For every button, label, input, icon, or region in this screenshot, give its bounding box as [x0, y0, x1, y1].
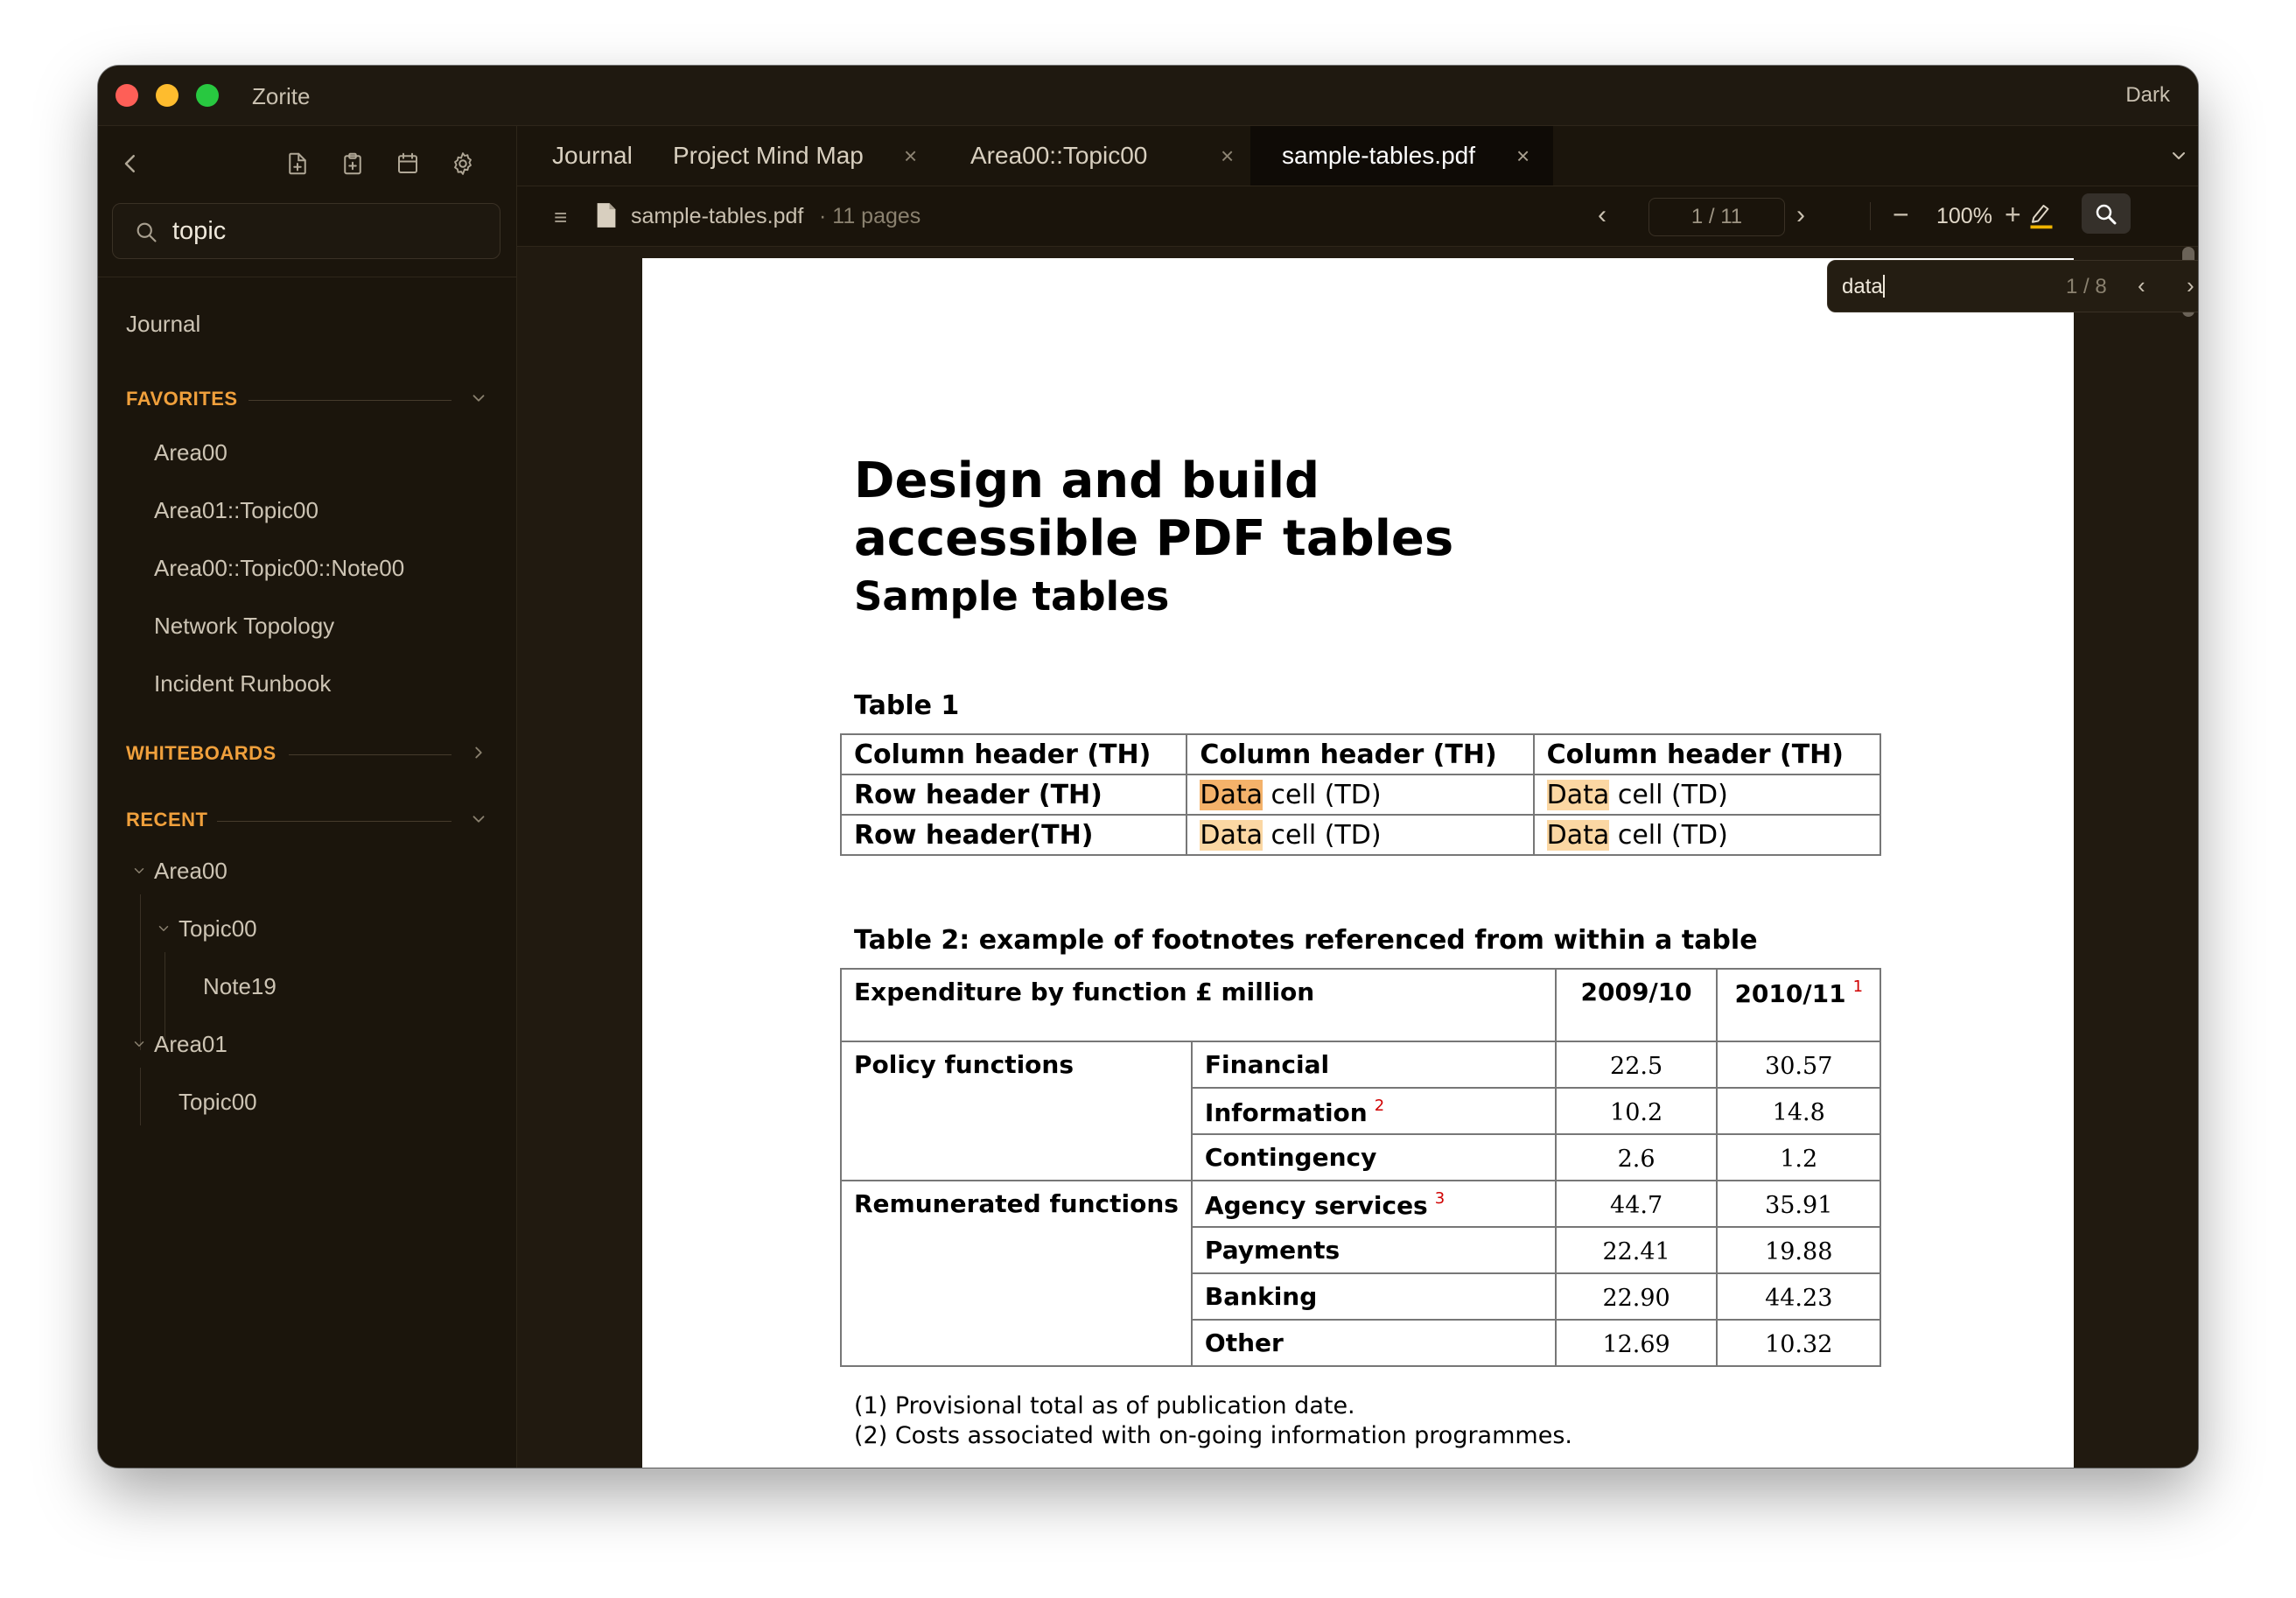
recent-tree-item[interactable]: Note19	[203, 973, 276, 999]
new-note-button[interactable]	[281, 147, 314, 180]
tree-guide	[140, 894, 141, 1050]
close-icon[interactable]: ×	[1516, 142, 1530, 169]
chevron-down-icon[interactable]	[469, 810, 488, 829]
search-hit: Data	[1546, 779, 1610, 810]
find-query: data	[1842, 275, 1883, 298]
tab-label: sample-tables.pdf	[1282, 142, 1476, 169]
cell-text: cell (TD)	[1617, 779, 1728, 810]
back-icon	[117, 151, 144, 177]
settings-icon	[450, 151, 476, 177]
table2-header-label: Expenditure by function £ million	[841, 969, 1556, 1041]
value-2010: 10.32	[1717, 1320, 1880, 1366]
group-label: Remunerated functions	[841, 1181, 1192, 1366]
group-label: Policy functions	[841, 1041, 1192, 1181]
recent-tree-item[interactable]: Topic00	[178, 1089, 257, 1115]
file-icon	[596, 202, 617, 228]
column-header	[1717, 969, 1880, 1041]
tab-area00-topic00[interactable]	[935, 126, 1250, 186]
table-row	[841, 774, 1880, 815]
row-label: Banking	[1192, 1273, 1556, 1320]
tab-label: Journal	[552, 142, 633, 169]
prev-page-icon[interactable]: ‹	[1598, 200, 1606, 229]
app-window	[98, 66, 2198, 1468]
row-label: Payments	[1192, 1227, 1556, 1273]
value-2010: 35.91	[1717, 1181, 1880, 1227]
data-cell	[1186, 815, 1533, 855]
next-page-icon[interactable]: ›	[1796, 200, 1805, 229]
search-hit-current: Data	[1200, 779, 1263, 810]
sidebar	[98, 126, 517, 1468]
zoom-out-icon[interactable]: −	[1893, 199, 1909, 230]
table-row	[841, 1181, 1880, 1227]
theme-toggle[interactable]: Dark	[2125, 83, 2170, 107]
data-cell	[1534, 774, 1880, 815]
pdf-page-count: · 11 pages	[819, 204, 921, 228]
toolbar-divider	[1870, 202, 1871, 230]
find-bar	[1827, 260, 2198, 312]
sidebar-item-journal[interactable]: Journal	[126, 311, 201, 337]
minimize-window-button[interactable]	[156, 84, 178, 107]
footnote: (1) Provisional total as of publication date.	[854, 1392, 1355, 1419]
search-toggle-button[interactable]	[2082, 193, 2131, 234]
close-icon[interactable]: ×	[1221, 142, 1235, 169]
table2-caption: Table 2: example of footnotes referenced from within a table	[854, 925, 1758, 956]
row-header: Row header(TH)	[841, 815, 1186, 855]
zoom-in-icon[interactable]: +	[2005, 199, 2021, 230]
calendar-button[interactable]	[391, 147, 424, 180]
row-label-text: Agency services	[1204, 1191, 1428, 1220]
value-2010: 30.57	[1717, 1041, 1880, 1088]
column-header: 2009/10	[1556, 969, 1718, 1041]
value-2009: 2.6	[1556, 1134, 1718, 1181]
sidebar-toolbar	[98, 126, 516, 201]
tab-sample-tables-pdf[interactable]	[1250, 126, 1553, 186]
value-2009: 10.2	[1556, 1088, 1718, 1134]
recent-tree-item[interactable]: Area00	[154, 858, 228, 884]
value-2010: 19.88	[1717, 1227, 1880, 1273]
value-2009: 22.5	[1556, 1041, 1718, 1088]
row-label	[1192, 1088, 1556, 1134]
tree-guide	[140, 1068, 141, 1125]
table1	[840, 733, 1881, 856]
document-title: Design and build	[854, 452, 1320, 509]
data-cell	[1186, 774, 1533, 815]
value-2009: 44.7	[1556, 1181, 1718, 1227]
pdf-file-name: sample-tables.pdf	[631, 204, 804, 228]
column-header-label: 2010/11	[1734, 979, 1846, 1008]
calendar-icon	[395, 151, 421, 177]
data-cell	[1534, 815, 1880, 855]
find-next-icon[interactable]: ›	[2187, 272, 2194, 298]
search-value: topic	[172, 217, 227, 245]
chevron-down-icon[interactable]	[2168, 145, 2189, 166]
recent-tree-item[interactable]: Area01	[154, 1031, 228, 1057]
search-icon	[134, 220, 158, 244]
value-2009: 12.69	[1556, 1320, 1718, 1366]
cell-text: cell (TD)	[1270, 779, 1382, 810]
footnote-marker: 3	[1434, 1189, 1446, 1208]
chevron-down-icon[interactable]	[469, 389, 488, 408]
column-header: Column header (TH)	[1186, 734, 1533, 774]
table1-caption: Table 1	[854, 690, 960, 721]
row-label-text: Information	[1204, 1098, 1368, 1127]
tab-journal[interactable]	[517, 126, 641, 186]
chevron-down-icon[interactable]	[156, 921, 172, 936]
tab-label: Area00::Topic00	[970, 142, 1148, 169]
recent-divider	[217, 821, 452, 822]
search-hit: Data	[1200, 819, 1263, 851]
document-subtitle: Sample tables	[854, 573, 1170, 620]
zoom-level[interactable]: 100%	[1936, 204, 1992, 228]
recent-tree-item[interactable]: Topic00	[178, 915, 257, 942]
back-button[interactable]	[114, 147, 147, 180]
favorite-item[interactable]: Incident Runbook	[154, 670, 332, 697]
pdf-page	[642, 258, 2074, 1468]
new-note-icon	[284, 151, 311, 177]
whiteboards-divider	[289, 754, 452, 755]
tab-project-mind-map[interactable]	[641, 126, 935, 186]
document-title: accessible PDF tables	[854, 510, 1454, 567]
settings-button[interactable]	[446, 147, 480, 180]
favorites-divider	[248, 400, 452, 401]
search-icon	[2093, 201, 2119, 228]
close-window-button[interactable]	[116, 84, 138, 107]
row-label: Financial	[1192, 1041, 1556, 1088]
tab-bar	[517, 126, 2198, 186]
title-bar	[98, 66, 2198, 126]
highlighter-icon[interactable]	[2028, 197, 2054, 232]
value-2010: 14.8	[1717, 1088, 1880, 1134]
pdf-viewer[interactable]	[517, 247, 2198, 1468]
row-label: Contingency	[1192, 1134, 1556, 1181]
favorites-section-header[interactable]: FAVORITES	[126, 388, 238, 410]
value-2010: 44.23	[1717, 1273, 1880, 1320]
search-hit: Data	[1546, 819, 1610, 851]
column-header: Column header (TH)	[1534, 734, 1880, 774]
favorite-item[interactable]: Area00::Topic00::Note00	[154, 555, 405, 581]
chevron-down-icon[interactable]	[131, 863, 147, 879]
chevron-right-icon[interactable]	[469, 743, 488, 762]
footnote: (2) Costs associated with on-going information programmes.	[854, 1422, 1572, 1449]
table2	[840, 968, 1881, 1367]
page-number-input[interactable]: 1 / 11	[1648, 198, 1785, 236]
find-result-count: 1 / 8	[2066, 275, 2107, 298]
footnote-marker: 2	[1374, 1097, 1385, 1115]
value-2009: 22.41	[1556, 1227, 1718, 1273]
find-input[interactable]	[1842, 275, 1885, 299]
row-header: Row header (TH)	[841, 774, 1186, 815]
column-header: Column header (TH)	[841, 734, 1186, 774]
find-prev-icon[interactable]: ‹	[2138, 272, 2146, 298]
pdf-toolbar	[517, 186, 2198, 247]
value-2010: 1.2	[1717, 1134, 1880, 1181]
new-clipboard-icon	[340, 151, 366, 177]
close-icon[interactable]: ×	[904, 142, 918, 169]
value-2009: 22.90	[1556, 1273, 1718, 1320]
cell-text: cell (TD)	[1270, 819, 1382, 851]
favorite-item[interactable]: Area00	[154, 439, 228, 466]
app-title: Zorite	[252, 83, 311, 109]
text-caret	[1883, 275, 1885, 298]
favorite-item[interactable]: Network Topology	[154, 613, 335, 639]
table-row	[841, 815, 1880, 855]
sidebar-search-input[interactable]	[112, 203, 500, 259]
table-row	[841, 969, 1880, 1041]
whiteboards-section-header[interactable]: WHITEBOARDS	[126, 742, 276, 764]
row-label: Other	[1192, 1320, 1556, 1366]
table-row	[841, 1041, 1880, 1088]
row-label	[1192, 1181, 1556, 1227]
tab-label: Project Mind Map	[673, 142, 864, 169]
maximize-window-button[interactable]	[196, 84, 219, 107]
new-clipboard-button[interactable]	[336, 147, 369, 180]
chevron-down-icon[interactable]	[131, 1036, 147, 1052]
cell-text: cell (TD)	[1617, 819, 1728, 851]
table-row	[841, 734, 1880, 774]
recent-section-header[interactable]: RECENT	[126, 809, 208, 831]
footnote-marker: 1	[1852, 978, 1864, 996]
favorite-item[interactable]: Area01::Topic00	[154, 497, 318, 523]
menu-icon[interactable]: ≡	[554, 204, 568, 230]
